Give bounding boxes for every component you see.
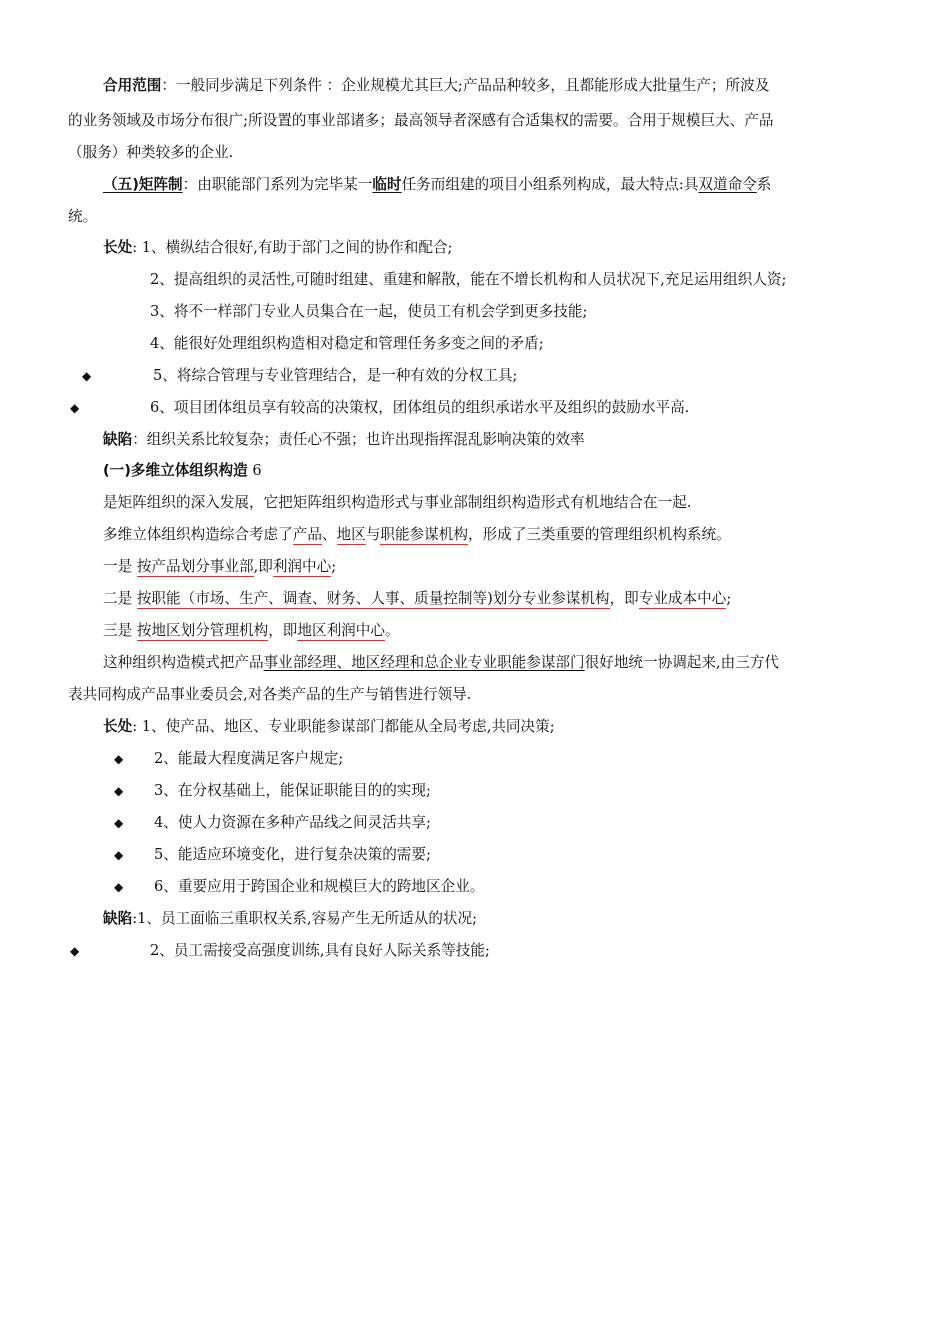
- multi-mode-line-1: [103, 653, 779, 673]
- multi-adv-6: 6、重要应用于跨国企业和规模巨大的跨地区企业。: [154, 878, 485, 895]
- scope-line-2: 的业务领域及市场分布很广;所设置的事业部诸多；最高领导者深感有合适集权的需要。合用于规模巨大、产品: [68, 112, 774, 129]
- matrix-adv-1: [103, 238, 452, 258]
- multi-product: 产品: [292, 526, 322, 543]
- multi-l2-end: ，形成了三类重要的管理组织机构系统。: [467, 526, 731, 543]
- bullet-icon: ◆: [70, 401, 80, 415]
- multi-adv-3: 3、在分权基础上，能保证职能目的的实现;: [154, 782, 431, 799]
- multi-l2-text: 多维立体组织构造综合考虑了: [103, 526, 293, 543]
- bullet-icon: ◆: [114, 880, 124, 894]
- multi-three-center: 地区利润中心: [297, 622, 385, 639]
- multi-three-main: 按地区划分管理机构: [136, 622, 269, 639]
- multi-one-sep: ,即: [253, 558, 273, 575]
- multi-l2-sep: 、: [321, 526, 337, 543]
- multi-heading: (一)多维立体组织构造: [103, 462, 248, 479]
- multi-two-sep: ，即: [609, 590, 639, 607]
- multi-one-center: 利润中心: [272, 558, 332, 575]
- multi-adv-label: 长处: [103, 718, 133, 735]
- multi-dis-1: [103, 909, 477, 929]
- multi-adv-4: 4、使人力资源在多种产品线之间灵活共享;: [154, 814, 431, 831]
- matrix-heading: （五)矩阵制: [103, 176, 183, 193]
- multi-mode-underlined: 事业部经理、地区经理和总企业专业职能参谋部门: [263, 654, 585, 671]
- multi-three-prefix: 三是: [103, 622, 137, 639]
- multi-heading-num: 6: [252, 462, 262, 479]
- multi-three-end: 。: [384, 622, 400, 639]
- bullet-icon: ◆: [114, 752, 124, 766]
- matrix-adv-6: 6、项目团体组员享有较高的决策权，团体组员的组织承诺水平及组织的鼓励水平高.: [150, 399, 690, 416]
- multi-line-2: [103, 525, 731, 545]
- matrix-text-2: 任务而组建的项目小组系列构成，最大特点:具: [401, 176, 699, 193]
- multi-dis-label: 缺陷: [103, 910, 133, 927]
- multi-mode-end: 很好地统一协调起来,由三方代: [584, 654, 779, 671]
- bullet-icon: ◆: [114, 784, 124, 798]
- multi-two-main: 按职能（市场、生产、调查、财务、人事、质量控制等)划分专业参谋机构: [136, 590, 610, 607]
- matrix-adv-label: 长处: [103, 239, 133, 256]
- multi-three: [103, 621, 400, 641]
- multi-heading-line: [103, 461, 262, 481]
- multi-one-end: ;: [331, 558, 337, 575]
- matrix-adv-4: 4、能很好处理组织构造相对稳定和管理任务多变之间的矛盾;: [150, 335, 544, 352]
- matrix-adv-5: 5、将综合管理与专业管理结合，是一种有效的分权工具;: [153, 367, 518, 384]
- multi-adv-2: 2、能最大程度满足客户规定;: [154, 750, 344, 767]
- multi-mode-line-2: 表共同构成产品事业委员会,对各类产品的生产与销售进行领导.: [68, 686, 472, 703]
- multi-dis-2: 2、员工需接受高强度训练,具有良好人际关系等技能;: [150, 942, 490, 959]
- multi-adv-1: [103, 717, 555, 737]
- matrix-adv-3: 3、将不一样部门专业人员集合在一起，使员工有机会学到更多技能;: [150, 303, 588, 320]
- multi-three-sep: ，即: [268, 622, 298, 639]
- multi-two-end: ;: [726, 590, 732, 607]
- bullet-icon: ◆: [82, 369, 92, 383]
- matrix-temp: 临时: [372, 176, 402, 193]
- matrix-text-1: ：由职能部门系列为完毕某一: [182, 176, 373, 193]
- multi-one-main: 按产品划分事业部: [136, 558, 254, 575]
- multi-function-staff: 职能参谋机构: [380, 526, 468, 543]
- matrix-dis: [103, 430, 585, 450]
- multi-two: [103, 589, 731, 609]
- matrix-adv-1-text: : 1、横纵结合很好,有助于部门之间的协作和配合;: [132, 239, 453, 256]
- matrix-dis-text: ：组织关系比较复杂；责任心不强；也许出现指挥混乱影响决策的效率: [132, 431, 585, 448]
- bullet-icon: ◆: [70, 944, 80, 958]
- multi-adv-1-text: : 1、使产品、地区、专业职能参谋部门都能从全局考虑,共同决策;: [132, 718, 555, 735]
- multi-mode-prefix: 这种组织构造模式把产品: [103, 654, 264, 671]
- matrix-line-2: 统。: [68, 208, 98, 225]
- matrix-dual-command: 双道命令: [698, 176, 757, 193]
- scope-label: 合用范围: [103, 77, 162, 94]
- multi-region: 地区: [336, 526, 366, 543]
- scope-line-3: （服务）种类较多的企业.: [68, 144, 234, 161]
- matrix-line-1: [103, 175, 771, 195]
- scope-line-1: [103, 76, 769, 96]
- multi-intro: 是矩阵组织的深入发展，它把矩阵组织构造形式与事业部制组织构造形式有机地结合在一起.: [103, 494, 692, 511]
- scope-text-1: ：一般同步满足下列条件 ：企业规模尤其巨大;产品品种较多，且都能形成大批量生产；所波及: [161, 77, 770, 94]
- multi-two-prefix: 二是: [103, 590, 137, 607]
- multi-adv-5: 5、能适应环境变化，进行复杂决策的需要;: [154, 846, 431, 863]
- multi-two-center: 专业成本中心: [638, 590, 727, 607]
- multi-one: [103, 557, 336, 577]
- matrix-adv-2: 2、提高组织的灵活性,可随时组建、重建和解散，能在不增长机构和人员状况下,充足运用组织人资;: [150, 271, 787, 288]
- matrix-text-3: 系: [756, 176, 772, 193]
- matrix-dis-label: 缺陷: [103, 431, 133, 448]
- bullet-icon: ◆: [114, 848, 124, 862]
- multi-dis-1-text: :1、员工面临三重职权关系,容易产生无所适从的状况;: [132, 910, 478, 927]
- multi-one-prefix: 一是: [103, 558, 137, 575]
- multi-l2-and: 与: [365, 526, 381, 543]
- bullet-icon: ◆: [114, 816, 124, 830]
